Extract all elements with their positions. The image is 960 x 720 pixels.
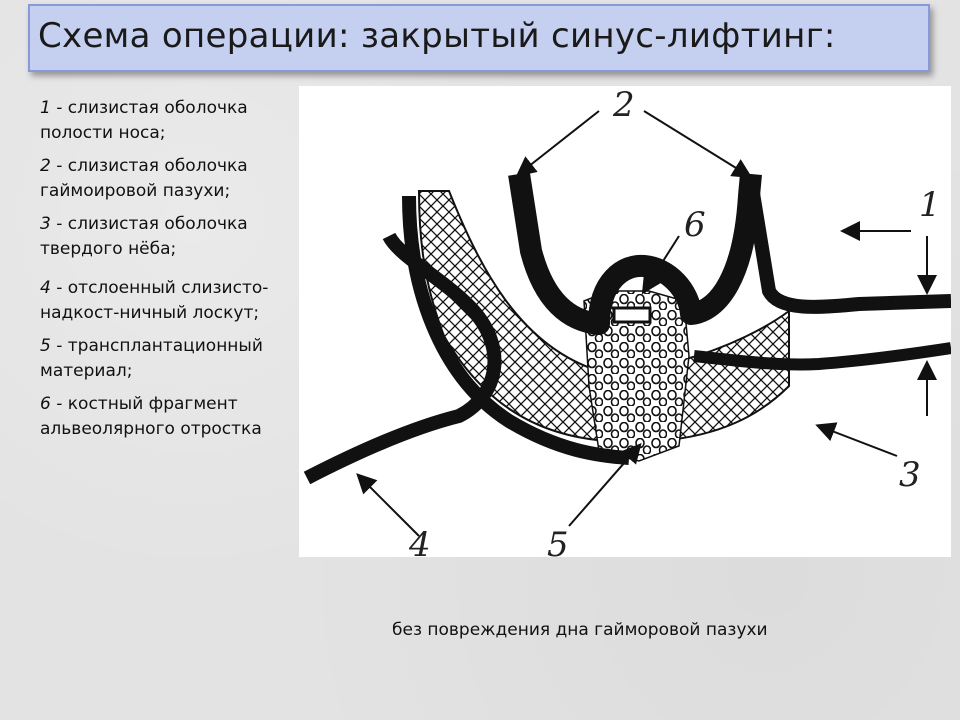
legend-item-5 xyxy=(40,334,280,384)
legend-item-2 xyxy=(40,154,302,204)
diagram-svg xyxy=(299,86,951,557)
sinus-lift-diagram xyxy=(299,86,951,557)
legend-text: - трансплантационный материал; xyxy=(40,336,263,381)
slide-title: Схема операции: закрытый синус-лифтинг: xyxy=(38,16,836,56)
legend-text: - слизистая оболочка гаймоировой пазухи; xyxy=(40,156,248,201)
figure-caption: без повреждения дна гайморовой пазухи xyxy=(392,620,768,640)
legend-text: - костный фрагмент альвеолярного отростка xyxy=(40,394,262,439)
leader-arrow-3 xyxy=(819,426,897,456)
legend-num: 6 xyxy=(40,394,51,414)
legend-item-1 xyxy=(40,96,302,146)
leader-arrow-2b xyxy=(644,111,749,176)
legend-num: 5 xyxy=(40,336,51,356)
figure-label-1: 1 xyxy=(919,185,941,225)
figure-label-4: 4 xyxy=(409,525,431,557)
legend-num: 2 xyxy=(40,156,51,176)
legend-item-3 xyxy=(40,212,302,262)
figure-label-3: 3 xyxy=(899,455,921,495)
legend-text: - слизистая оболочка твердого нёба; xyxy=(40,214,248,259)
legend-item-6 xyxy=(40,392,290,442)
leader-arrow-2a xyxy=(519,111,599,174)
figure-label-5: 5 xyxy=(547,525,569,557)
legend-text: - отслоенный слизисто-надкост-ничный лоскут; xyxy=(40,278,269,323)
legend-text: - слизистая оболочка полости носа; xyxy=(40,98,248,143)
legend-item-4 xyxy=(40,276,270,326)
legend-num: 3 xyxy=(40,214,51,234)
figure-label-2: 2 xyxy=(613,86,635,125)
legend-num: 1 xyxy=(40,98,51,118)
legend-num: 4 xyxy=(40,278,51,298)
figure-legend xyxy=(40,96,302,450)
bone-fragment xyxy=(614,308,650,322)
figure-label-6: 6 xyxy=(684,205,706,245)
